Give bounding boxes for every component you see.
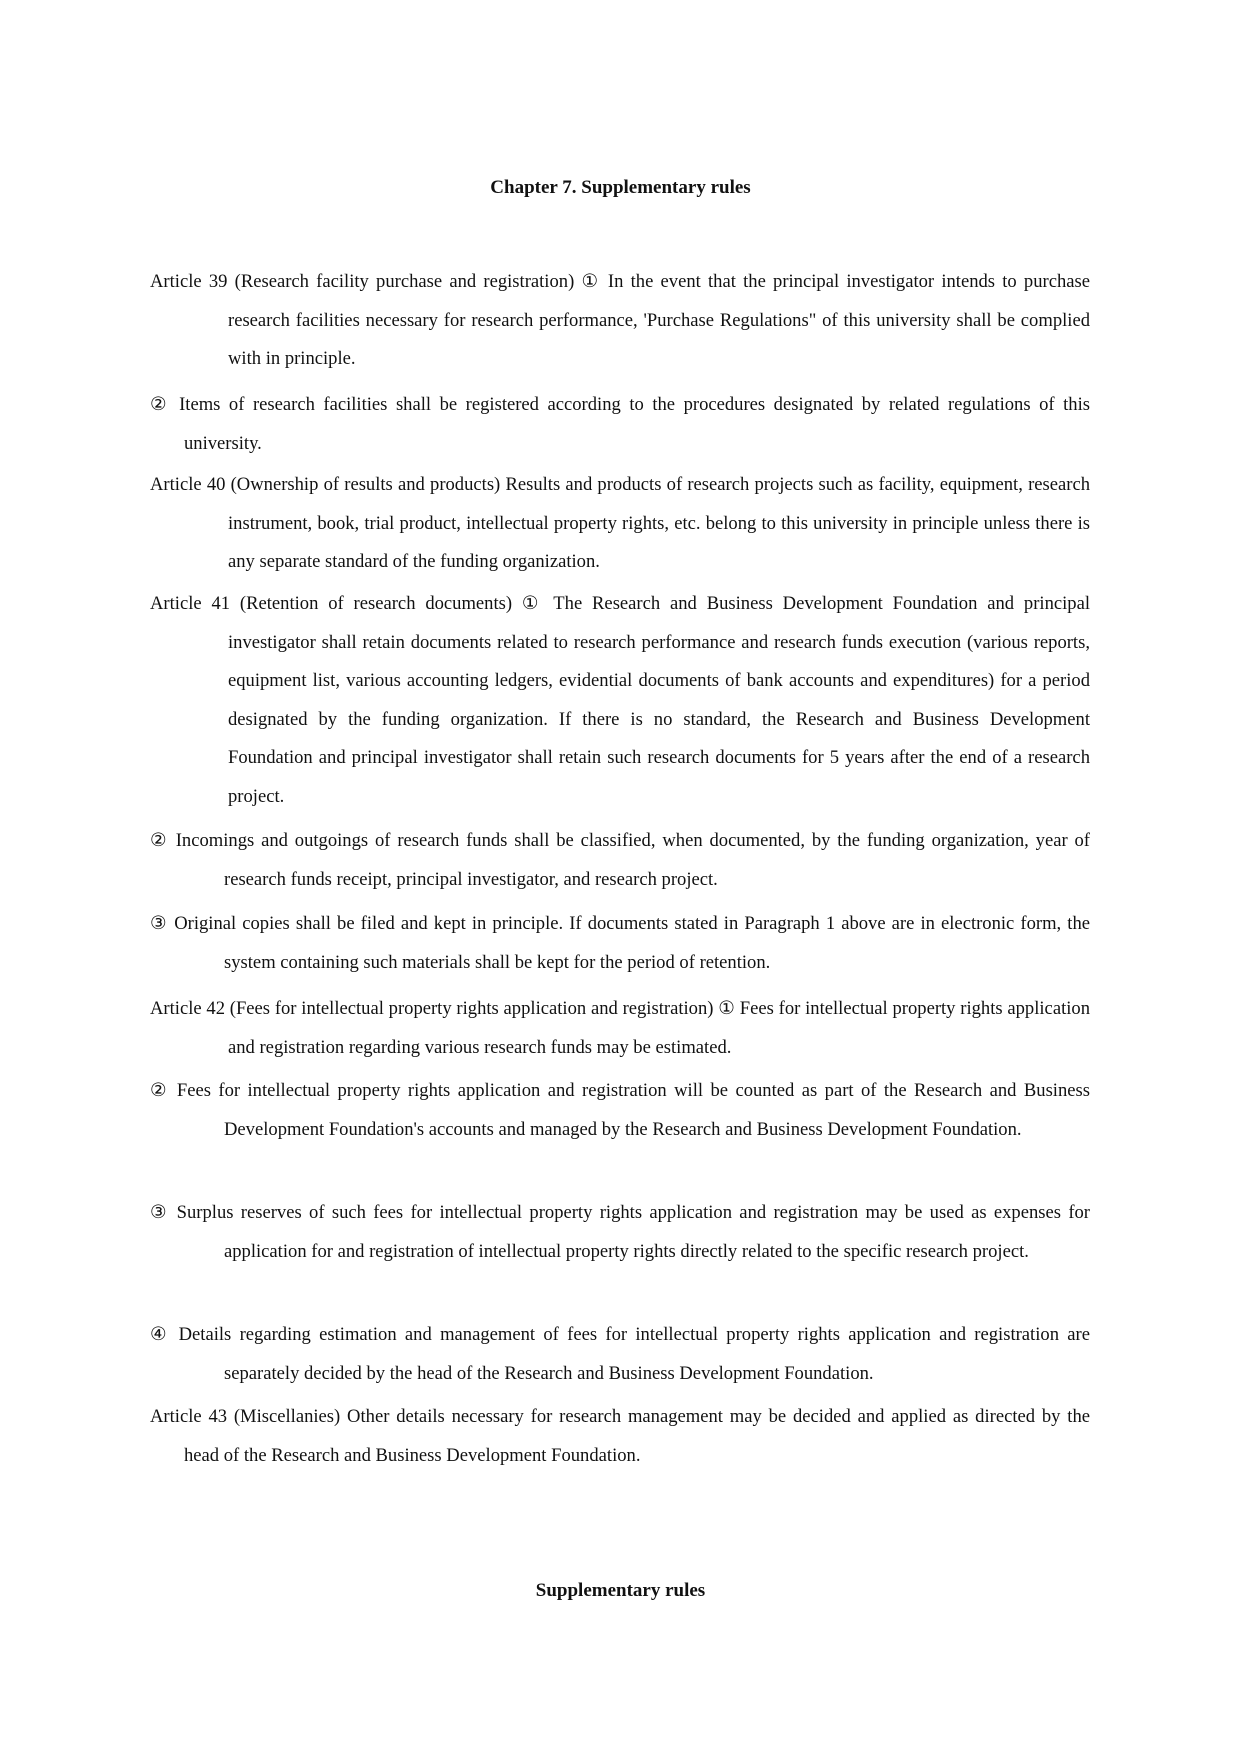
article-42-paragraph-3: ③ Surplus reserves of such fees for intellectual property rights application and registration may be used as expenses for application for and registration of intellectual property rights directly related to the specific research project. xyxy=(150,1202,1090,1262)
article-42-paragraph-4: ④ Details regarding estimation and management of fees for intellectual property rights application and registration are separately decided by the head of the Research and Business Development Foundation. xyxy=(150,1324,1090,1384)
supplementary-heading: Supplementary rules xyxy=(535,1580,706,1601)
chapter-heading: Chapter 7. Supplementary rules xyxy=(490,177,751,198)
article-41-paragraph-2: ② Incomings and outgoings of research funds shall be classified, when documented, by the funding organization, year of research funds receipt, principal investigator, and research project. xyxy=(150,830,1090,890)
article-40: Article 40 (Ownership of results and products) Results and products of research projects such as facility, equipment, research instrument, book, trial product, intellectual property rights, etc. belong to this university in principle unless there is any separate standard of the funding organization. xyxy=(150,474,1090,572)
article-43: Article 43 (Miscellanies) Other details necessary for research management may be decided and applied as directed by the head of the Research and Business Development Foundation. xyxy=(150,1406,1090,1466)
article-42-paragraph-2: ② Fees for intellectual property rights application and registration will be counted as part of the Research and Business Development Foundation's accounts and managed by the Research and Business Development Foundation. xyxy=(150,1080,1090,1140)
article-42: Article 42 (Fees for intellectual property rights application and registration) ① Fees for intellectual property rights application and registration regarding various research funds may be estimated. xyxy=(150,998,1090,1058)
article-41: Article 41 (Retention of research documents) ① The Research and Business Development Foundation and principal investigator shall retain documents related to research performance and research funds execution (various reports, equipment list, various accounting ledgers, evidential documents of bank accounts and expenditures) for a period designated by the funding organization. If there is no standard, the Research and Business Development Foundation and principal investigator shall retain such research documents for 5 years after the end of a research project. xyxy=(150,593,1090,807)
article-39-paragraph-2: ② Items of research facilities shall be registered according to the procedures designated by related regulations of this university. xyxy=(150,394,1090,454)
article-41-paragraph-3: ③ Original copies shall be filed and kept in principle. If documents stated in Paragraph 1 above are in electronic form, the system containing such materials shall be kept for the period of retention. xyxy=(150,913,1090,973)
article-39: Article 39 (Research facility purchase and registration) ① In the event that the principal investigator intends to purchase research facilities necessary for research performance, 'Purchase Regulations" of this university shall be complied with in principle. xyxy=(150,271,1090,369)
